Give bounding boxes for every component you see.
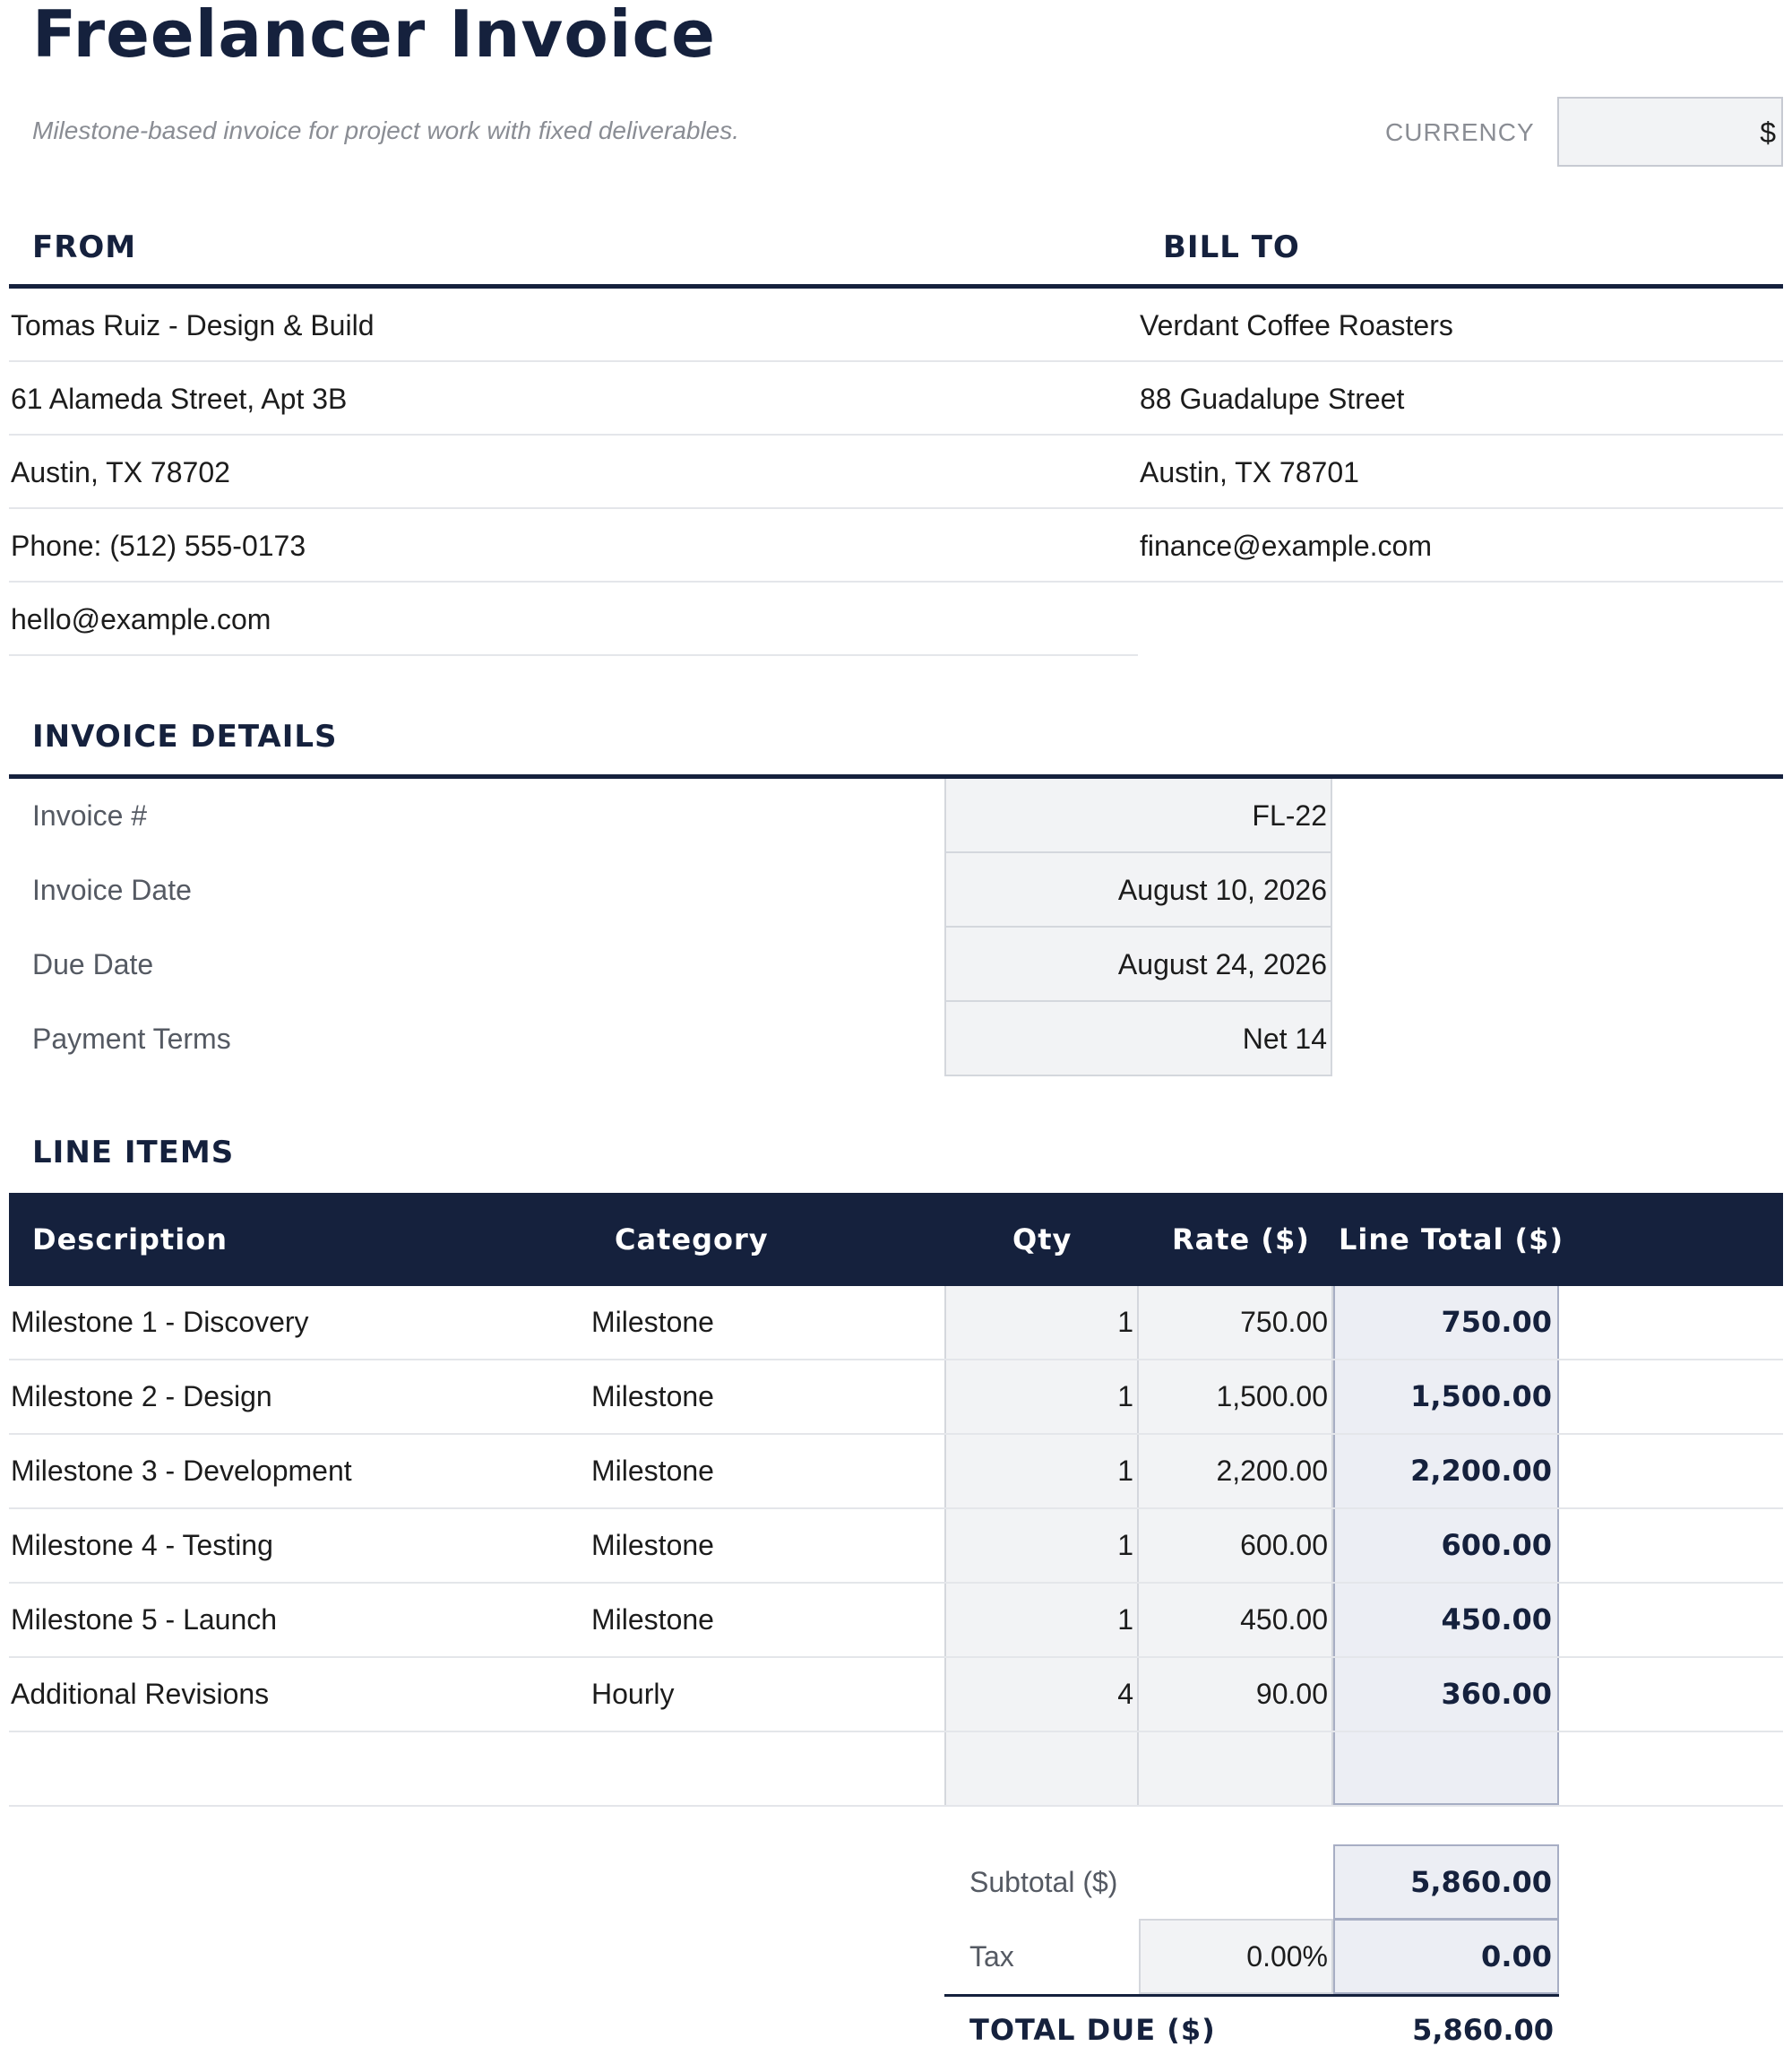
- invoice-date-label: Invoice Date: [32, 874, 192, 906]
- total-due-label: TOTAL DUE ($): [969, 2013, 1216, 2047]
- bill-to-heading: BILL TO: [1163, 229, 1300, 265]
- item-description[interactable]: Additional Revisions: [11, 1678, 270, 1710]
- bill-to-street[interactable]: 88 Guadalupe Street: [1138, 362, 1783, 436]
- table-row: [9, 1435, 1783, 1509]
- table-row: [9, 1584, 1783, 1658]
- subtotal-label: Subtotal ($): [969, 1866, 1118, 1898]
- item-line-total: 1,500.00: [1333, 1360, 1559, 1433]
- table-row: [9, 1658, 1783, 1732]
- item-category[interactable]: Hourly: [591, 1678, 675, 1710]
- bill-to-email[interactable]: finance@example.com: [1138, 509, 1783, 583]
- tax-label: Tax: [969, 1940, 1014, 1973]
- tax-rate-input[interactable]: 0.00%: [1139, 1919, 1333, 1994]
- payment-terms-field[interactable]: Net 14: [944, 1002, 1332, 1076]
- item-category[interactable]: Milestone: [591, 1455, 714, 1487]
- column-header-qty: Qty: [1012, 1222, 1073, 1256]
- bill-to-city[interactable]: Austin, TX 78701: [1138, 436, 1783, 509]
- tax-value: 0.00: [1333, 1919, 1559, 1994]
- item-description[interactable]: Milestone 4 - Testing: [11, 1529, 273, 1561]
- item-line-total: 2,200.00: [1333, 1435, 1559, 1507]
- payment-terms-label: Payment Terms: [32, 1023, 231, 1055]
- item-rate[interactable]: 90.00: [1139, 1658, 1333, 1731]
- item-rate[interactable]: 450.00: [1139, 1584, 1333, 1656]
- from-phone[interactable]: Phone: (512) 555-0173: [9, 509, 1138, 583]
- from-block: [9, 289, 1138, 656]
- currency-label: CURRENCY: [1385, 118, 1535, 146]
- item-category[interactable]: Milestone: [591, 1380, 714, 1412]
- item-rate[interactable]: [1139, 1732, 1333, 1805]
- invoice-number-label: Invoice #: [32, 799, 148, 832]
- subtotal-value: 5,860.00: [1333, 1844, 1559, 1920]
- item-line-total: [1333, 1732, 1559, 1805]
- table-row: [9, 1732, 1783, 1807]
- bill-to-block: [1138, 289, 1783, 583]
- from-email[interactable]: hello@example.com: [9, 583, 1138, 656]
- item-rate[interactable]: 600.00: [1139, 1509, 1333, 1582]
- item-qty[interactable]: 1: [944, 1584, 1139, 1656]
- item-line-total: 750.00: [1333, 1286, 1559, 1359]
- column-header-category: Category: [615, 1222, 769, 1256]
- page-title: Freelancer Invoice: [32, 0, 716, 72]
- due-date-field[interactable]: August 24, 2026: [944, 928, 1332, 1002]
- section-rule: [9, 774, 1783, 779]
- item-description[interactable]: Milestone 1 - Discovery: [11, 1306, 309, 1338]
- from-heading: FROM: [32, 229, 137, 265]
- item-qty[interactable]: [944, 1732, 1139, 1805]
- item-rate[interactable]: 2,200.00: [1139, 1435, 1333, 1507]
- bill-to-name[interactable]: Verdant Coffee Roasters: [1138, 289, 1783, 362]
- total-rule: [944, 1994, 1559, 1997]
- item-qty[interactable]: 4: [944, 1658, 1139, 1731]
- invoice-number-field[interactable]: FL-22: [944, 779, 1332, 853]
- currency-input[interactable]: $: [1557, 97, 1783, 167]
- item-qty[interactable]: 1: [944, 1435, 1139, 1507]
- page-subtitle: Milestone-based invoice for project work with fixed deliverables.: [32, 117, 740, 144]
- column-header-line-total: Line Total ($): [1339, 1222, 1564, 1256]
- invoice-date-field[interactable]: August 10, 2026: [944, 853, 1332, 928]
- item-line-total: 600.00: [1333, 1509, 1559, 1582]
- from-street[interactable]: 61 Alameda Street, Apt 3B: [9, 362, 1138, 436]
- table-row: [9, 1509, 1783, 1584]
- column-header-rate: Rate ($): [1172, 1222, 1310, 1256]
- table-row: [9, 1286, 1783, 1360]
- item-description[interactable]: Milestone 3 - Development: [11, 1455, 352, 1487]
- from-city[interactable]: Austin, TX 78702: [9, 436, 1138, 509]
- item-line-total: 360.00: [1333, 1658, 1559, 1731]
- item-rate[interactable]: 750.00: [1139, 1286, 1333, 1359]
- due-date-label: Due Date: [32, 948, 154, 980]
- item-line-total: 450.00: [1333, 1584, 1559, 1656]
- item-description[interactable]: Milestone 2 - Design: [11, 1380, 272, 1412]
- total-due-value: 5,860.00: [1412, 2013, 1554, 2047]
- item-rate[interactable]: 1,500.00: [1139, 1360, 1333, 1433]
- item-qty[interactable]: 1: [944, 1360, 1139, 1433]
- column-header-description: Description: [32, 1222, 228, 1256]
- item-category[interactable]: Milestone: [591, 1306, 714, 1338]
- from-name[interactable]: Tomas Ruiz - Design & Build: [9, 289, 1138, 362]
- item-category[interactable]: Milestone: [591, 1529, 714, 1561]
- item-description[interactable]: Milestone 5 - Launch: [11, 1603, 278, 1636]
- line-items-heading: LINE ITEMS: [32, 1135, 235, 1170]
- table-row: [9, 1360, 1783, 1435]
- item-category[interactable]: Milestone: [591, 1603, 714, 1636]
- item-qty[interactable]: 1: [944, 1509, 1139, 1582]
- item-qty[interactable]: 1: [944, 1286, 1139, 1359]
- details-heading: INVOICE DETAILS: [32, 719, 338, 755]
